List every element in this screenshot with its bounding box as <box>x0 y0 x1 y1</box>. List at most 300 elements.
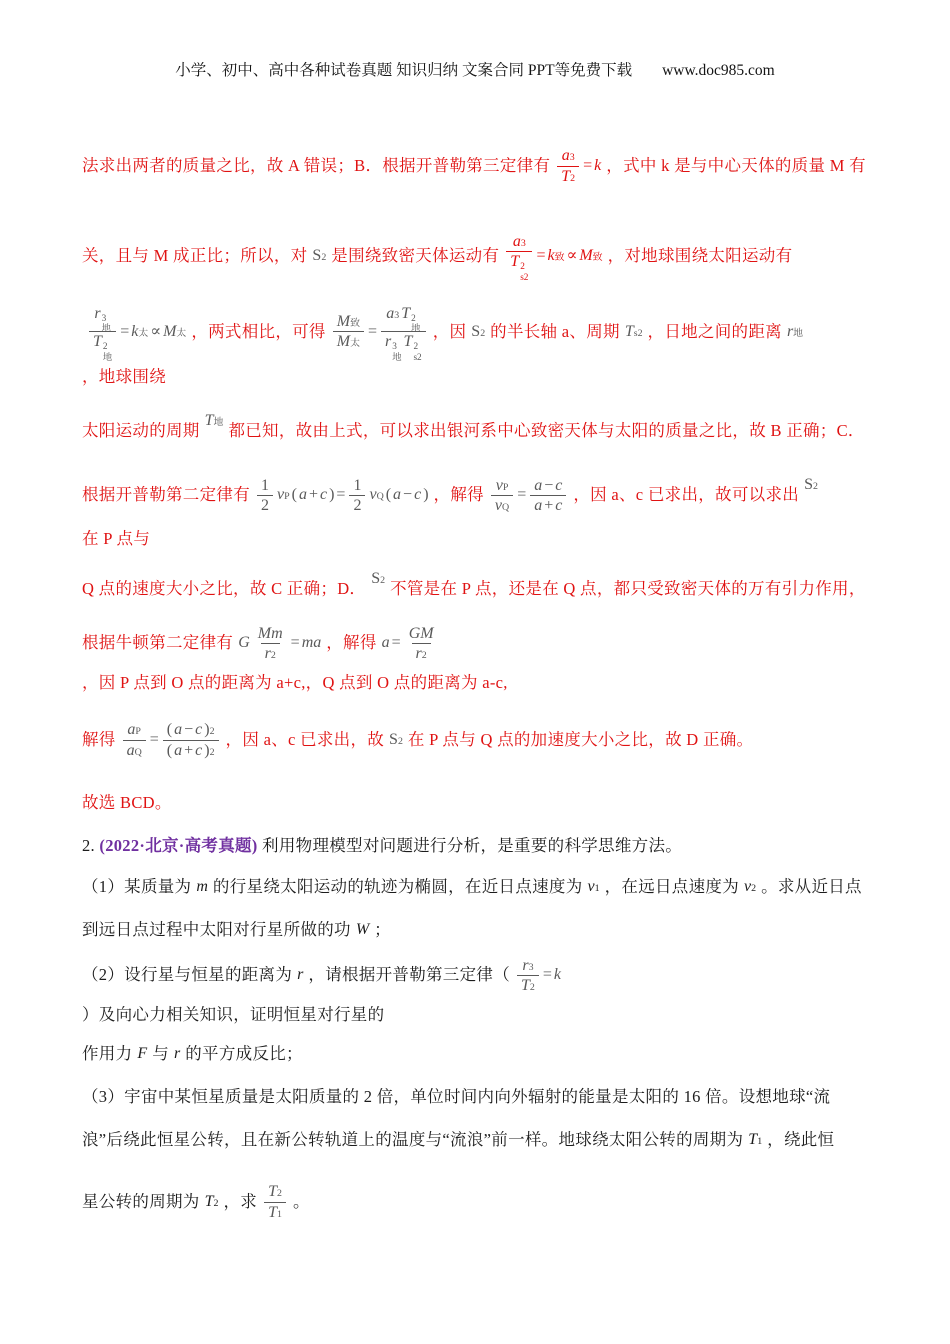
math-variable: k <box>553 966 561 984</box>
math-variable: a <box>174 721 183 739</box>
math-variable: a <box>298 486 307 504</box>
subscript: 1 <box>276 1208 282 1220</box>
fraction <box>506 232 532 283</box>
math-variable: r <box>522 956 529 974</box>
fraction-numerator <box>123 720 145 739</box>
math-variable: a <box>386 304 395 322</box>
subscript: 地 <box>793 328 804 340</box>
math-token <box>748 1127 762 1153</box>
math-formula <box>747 1127 763 1153</box>
math-token <box>329 482 334 508</box>
text-run: 。求从近日点 <box>761 876 862 896</box>
math-token <box>555 476 562 495</box>
text-run: ，绕此恒 <box>767 1129 835 1149</box>
math-variable: T <box>93 333 102 351</box>
text-run: 星公转的周期为 <box>82 1191 200 1211</box>
subscript: 2 <box>397 736 403 748</box>
text-run: ，式中 k 是与中心天体的质量 M 有 <box>606 155 866 175</box>
math-variable: a <box>561 147 570 165</box>
math-token <box>174 1041 180 1067</box>
math-variable: T <box>561 167 571 185</box>
superscript: 2 <box>520 262 525 273</box>
math-symbol: = <box>336 486 346 504</box>
subscript: Q <box>502 501 510 513</box>
question-section <box>82 826 868 1242</box>
math-symbol: ∝ <box>566 247 578 265</box>
superscript: 2 <box>102 342 108 353</box>
subscript: 1 <box>594 883 600 895</box>
superscript: 3 <box>528 961 534 973</box>
text-run: ，求 <box>223 1191 258 1211</box>
math-token <box>389 727 403 753</box>
math-formula <box>120 720 222 759</box>
subscript: 2 <box>321 252 327 264</box>
fraction-numerator <box>405 624 438 643</box>
math-token <box>174 720 182 739</box>
math-token <box>583 153 592 179</box>
math-formula <box>204 408 225 434</box>
math-token <box>150 727 159 753</box>
text-line <box>82 1032 868 1076</box>
fraction-denominator <box>264 1202 286 1222</box>
math-variable: v <box>277 486 285 504</box>
text-run: ，因 <box>432 321 467 341</box>
fraction-denominator <box>123 740 146 760</box>
math-token <box>353 496 361 515</box>
math-variable: M <box>336 313 351 331</box>
math-variable: k <box>547 247 555 265</box>
math-token <box>261 476 269 495</box>
math-variable: T <box>268 1183 277 1201</box>
math-token <box>297 962 303 988</box>
math-token <box>744 874 756 900</box>
math-token <box>534 496 542 515</box>
superscript: 2 <box>570 172 576 184</box>
math-token <box>555 496 562 515</box>
subscript: 2 <box>812 481 818 493</box>
text-run: （1）某质量为 <box>82 876 192 896</box>
math-variable: GM <box>408 624 434 642</box>
text-line <box>82 302 868 392</box>
math-formula <box>254 476 430 515</box>
math-symbol: = <box>290 634 300 652</box>
superscript: 2 <box>421 649 427 661</box>
math-token <box>496 476 509 495</box>
subscript: 太 <box>138 328 149 340</box>
math-token <box>495 496 509 515</box>
math-token <box>302 630 322 656</box>
sup-sub-stack <box>103 342 112 362</box>
text-run: 利用物理模型对问题进行分析，是重要的科学思维方法。 <box>257 835 683 855</box>
fraction-denominator <box>89 331 116 363</box>
math-variable: v <box>495 476 503 494</box>
subscript: 致 <box>592 252 603 264</box>
math-variable: r <box>297 966 304 984</box>
fraction-denominator <box>412 643 431 663</box>
math-token <box>371 566 385 592</box>
math-token <box>416 644 427 663</box>
text-run: ，因 a、c 已求出，故可以求出 <box>573 485 800 505</box>
text-run: (2022·北京·高考真题) <box>99 835 258 855</box>
math-formula <box>388 727 404 753</box>
math-symbol: − <box>184 721 194 739</box>
math-token <box>544 476 553 495</box>
math-symbol: = <box>517 486 527 504</box>
math-token <box>403 482 412 508</box>
subscript: s2 <box>413 352 422 363</box>
math-token <box>787 319 803 345</box>
superscript: 3 <box>569 152 575 164</box>
math-symbol: ( <box>166 741 173 759</box>
text-run: 与 <box>152 1043 169 1063</box>
subscript: P <box>502 481 509 493</box>
math-formula <box>470 319 486 345</box>
math-token <box>513 232 526 251</box>
math-token <box>167 741 172 760</box>
fraction-denominator <box>261 643 280 663</box>
math-token <box>150 319 161 345</box>
subscript: 地 <box>392 352 402 363</box>
math-token <box>562 146 575 165</box>
subscript: 2 <box>276 1188 282 1200</box>
text-line <box>82 952 868 1032</box>
math-variable: v <box>587 878 595 896</box>
fraction-denominator <box>517 975 539 995</box>
math-token <box>382 630 390 656</box>
text-run: 根据牛顿第二定律有 <box>82 633 234 653</box>
fraction <box>163 720 219 759</box>
math-token <box>561 167 575 186</box>
math-symbol: ) <box>329 486 335 504</box>
fraction-numerator <box>558 146 579 165</box>
text-line <box>82 122 868 210</box>
math-formula <box>330 304 429 363</box>
math-token <box>536 243 545 269</box>
math-token <box>184 741 193 760</box>
math-variable: c <box>414 486 422 504</box>
fraction-numerator <box>257 476 273 495</box>
subscript: 致 <box>350 318 360 330</box>
superscript: 3 <box>394 309 400 321</box>
text-line <box>82 826 868 866</box>
superscript: 2 <box>209 746 215 758</box>
text-run: 的半长轴 a、周期 <box>490 321 620 341</box>
math-token <box>517 482 526 508</box>
math-token <box>268 1182 282 1201</box>
math-variable: F <box>137 1045 148 1063</box>
text-line <box>82 1162 868 1242</box>
math-formula <box>587 874 601 900</box>
fraction-numerator <box>163 720 219 739</box>
fraction <box>517 956 539 995</box>
math-variable: r <box>786 323 794 341</box>
math-variable: M <box>336 333 351 351</box>
math-token <box>195 720 202 739</box>
text-run: 的平方成反比； <box>185 1043 303 1063</box>
math-variable: k <box>131 323 139 341</box>
math-token <box>309 482 318 508</box>
math-symbol: = <box>542 966 552 984</box>
math-variable: c <box>555 476 563 494</box>
sup-sub-stack <box>520 262 528 282</box>
fraction-numerator <box>90 304 115 335</box>
math-formula <box>381 624 441 663</box>
text-line <box>82 470 868 558</box>
sup-sub-stack <box>102 314 111 334</box>
math-token <box>353 476 361 495</box>
subscript: s2 <box>520 272 529 283</box>
text-run: ，在远日点速度为 <box>604 876 739 896</box>
math-token <box>205 1189 219 1215</box>
math-variable: ma <box>301 634 322 652</box>
math-symbol: 2 <box>261 496 269 514</box>
math-symbol: ( <box>166 721 173 739</box>
math-token <box>471 319 485 345</box>
math-token <box>521 976 535 995</box>
math-token <box>368 319 377 345</box>
math-formula <box>624 319 644 345</box>
fraction <box>123 720 146 759</box>
subscript: 太 <box>350 338 360 350</box>
math-variable: T <box>204 412 214 430</box>
math-token <box>337 312 360 331</box>
text-run: 在 P 点与 <box>82 529 151 549</box>
text-run: 到远日点过程中太阳对行星所做的功 <box>82 919 351 939</box>
math-variable: r <box>385 333 392 351</box>
math-token <box>120 319 129 345</box>
math-variable: v <box>369 486 377 504</box>
math-symbol: − <box>544 476 554 494</box>
math-formula <box>554 146 602 185</box>
math-token <box>205 408 224 434</box>
superscript: 2 <box>413 342 419 353</box>
math-symbol: ∝ <box>150 323 162 341</box>
subscript: 太 <box>176 328 187 340</box>
math-symbol: S <box>371 570 381 588</box>
text-run: 太阳运动的周期 <box>82 420 200 440</box>
math-token <box>238 630 250 656</box>
text-run: 2. <box>82 835 100 855</box>
subscript: Q <box>134 746 142 758</box>
math-variable: Mm <box>257 624 283 642</box>
text-run: 都已知，故由上式，可以求出银河系中心致密天体与太阳的质量之比，故 B 正确；C． <box>228 420 865 440</box>
fraction <box>557 146 579 185</box>
math-token <box>299 482 307 508</box>
math-formula <box>786 319 804 345</box>
text-run: 法求出两者的质量之比，故 A 错误；B．根据开普勒第三定律有 <box>82 155 551 175</box>
math-formula <box>296 962 304 988</box>
subscript: Q <box>376 491 384 503</box>
math-variable: a <box>126 741 135 759</box>
math-token <box>336 482 345 508</box>
superscript: 2 <box>209 726 215 738</box>
math-variable: r <box>174 1045 181 1063</box>
math-token <box>567 243 578 269</box>
text-run: ，对地球围绕太阳运动有 <box>607 245 793 265</box>
math-variable: T <box>510 253 520 271</box>
superscript: 3 <box>392 342 397 353</box>
text-run: 。 <box>292 1191 310 1211</box>
math-token <box>543 962 552 988</box>
fraction <box>530 476 566 515</box>
text-line <box>82 1076 868 1118</box>
math-token <box>594 153 601 179</box>
solution-section <box>82 122 868 826</box>
text-line <box>82 558 868 620</box>
math-variable: c <box>319 486 328 504</box>
text-run: ，地球围绕 <box>82 366 166 386</box>
fraction <box>257 476 273 515</box>
fraction-numerator <box>530 476 566 495</box>
text-line <box>82 1118 868 1162</box>
math-token <box>579 243 602 269</box>
text-run: Q 点的速度大小之比，故 C 正确；D． <box>82 578 367 598</box>
math-formula <box>514 956 562 995</box>
math-formula <box>743 874 757 900</box>
math-symbol: S <box>471 323 481 341</box>
sup-sub-stack <box>392 342 401 362</box>
superscript: 3 <box>101 313 107 324</box>
text-run: 在 P 点与 Q 点的加速度大小之比，故 D 正确。 <box>407 729 754 749</box>
math-token <box>337 332 360 351</box>
subscript: P <box>284 491 290 503</box>
math-token <box>258 624 283 643</box>
math-symbol: 2 <box>353 496 362 514</box>
fraction <box>349 476 365 515</box>
text-run: 的行星绕太阳运动的轨迹为椭圆，在近日点速度为 <box>212 876 583 896</box>
math-token <box>167 720 172 739</box>
math-variable: T <box>624 323 634 341</box>
math-variable: k <box>594 157 602 175</box>
math-symbol: = <box>367 323 378 341</box>
math-symbol: ) <box>204 721 210 739</box>
math-token <box>127 720 141 739</box>
math-token <box>356 917 369 943</box>
math-variable: T <box>521 976 530 994</box>
math-token <box>195 741 202 760</box>
math-formula <box>370 566 386 592</box>
math-token <box>127 741 142 760</box>
math-symbol: 1 <box>353 476 362 494</box>
math-formula <box>503 232 603 283</box>
math-token <box>277 482 290 508</box>
subscript: 2 <box>213 1198 219 1210</box>
math-formula <box>237 624 322 663</box>
text-run: 作用力 <box>82 1043 133 1063</box>
text-line <box>82 210 868 302</box>
math-token <box>184 720 193 739</box>
math-variable: v <box>744 878 752 896</box>
text-run: （2）设行星与恒星的距离为 <box>82 965 293 985</box>
math-token <box>261 496 269 515</box>
math-variable: r <box>94 304 101 322</box>
superscript: 2 <box>529 981 535 993</box>
text-run: ）及向心力相关知识，证明恒星对行星的 <box>82 1005 385 1025</box>
header-url[interactable]: www.doc985.com <box>662 62 775 79</box>
math-token <box>554 962 561 988</box>
math-formula <box>488 476 569 515</box>
math-token <box>392 630 401 656</box>
text-run: ，因 P 点到 O 点的距离为 a+c,，Q 点到 O 点的距离为 a-c, <box>82 673 508 693</box>
math-token <box>265 644 276 663</box>
fraction-numerator <box>349 476 365 495</box>
text-run: 浪”后绕此恒星公转，且在新公转轨道上的温度与“流浪”前一样。地球绕太阳公转的周期为 <box>82 1129 744 1149</box>
math-variable: T <box>401 304 411 322</box>
math-token <box>312 243 326 269</box>
math-symbol: + <box>544 496 554 514</box>
math-variable: a <box>174 741 183 759</box>
math-token <box>403 332 422 363</box>
math-token <box>268 1203 282 1222</box>
fraction-numerator <box>509 232 530 251</box>
math-token <box>163 319 186 345</box>
math-token <box>534 476 542 495</box>
math-token <box>588 874 600 900</box>
text-line <box>82 866 868 908</box>
math-token <box>93 332 113 363</box>
math-variable: a <box>512 233 521 251</box>
fraction-denominator <box>163 740 219 760</box>
fraction <box>491 476 513 515</box>
fraction-numerator <box>264 1182 286 1201</box>
text-line <box>82 908 868 952</box>
text-run: 故选 BCD。 <box>82 792 172 812</box>
math-formula <box>204 1189 220 1215</box>
text-run: 解得 <box>82 729 116 749</box>
subscript: 地 <box>411 324 421 335</box>
math-symbol: + <box>184 741 194 759</box>
fraction <box>264 1182 286 1221</box>
math-formula <box>261 1182 289 1221</box>
text-run: ，解得 <box>433 485 484 505</box>
math-variable: M <box>579 247 593 265</box>
subscript: s2 <box>633 328 643 340</box>
fraction-numerator <box>382 304 424 335</box>
math-variable: T <box>403 333 413 351</box>
math-token <box>804 472 818 498</box>
text-line <box>82 620 868 700</box>
math-token <box>414 482 421 508</box>
text-run: （3）宇宙中某恒星质量是太阳质量的 2 倍，单位时间内向外辐射的能量是太阳的 16 倍。设想地球“流 <box>82 1086 831 1106</box>
text-run: 根据开普勒第二定律有 <box>82 485 250 505</box>
text-run: 关，且与 M 成正比；所以，对 <box>82 245 308 265</box>
math-symbol: S <box>312 247 322 265</box>
math-token <box>386 304 399 323</box>
site-header <box>82 0 868 80</box>
math-symbol: S <box>389 731 398 749</box>
fraction-denominator <box>557 166 579 186</box>
math-token <box>625 319 643 345</box>
math-symbol: ) <box>204 741 210 759</box>
math-variable: a <box>534 496 543 514</box>
math-symbol: = <box>120 323 130 341</box>
math-symbol: − <box>403 486 413 504</box>
text-run: ，日地之间的距离 <box>647 321 782 341</box>
subscript: 2 <box>751 883 757 895</box>
subscript: 地 <box>213 417 224 429</box>
math-formula <box>195 874 209 900</box>
text-run: ，因 a、c 已求出，故 <box>225 729 385 749</box>
math-formula <box>173 1041 181 1067</box>
math-token <box>292 482 297 508</box>
header-slogan: 小学、初中、高中各种试卷真题 知识归纳 文案合同 PPT等免费下载 <box>175 62 633 79</box>
subscript: 地 <box>101 324 111 335</box>
math-token <box>204 720 214 739</box>
math-variable: a <box>381 634 390 652</box>
math-formula <box>803 472 819 498</box>
math-token <box>94 304 111 335</box>
fraction-denominator <box>491 495 513 515</box>
